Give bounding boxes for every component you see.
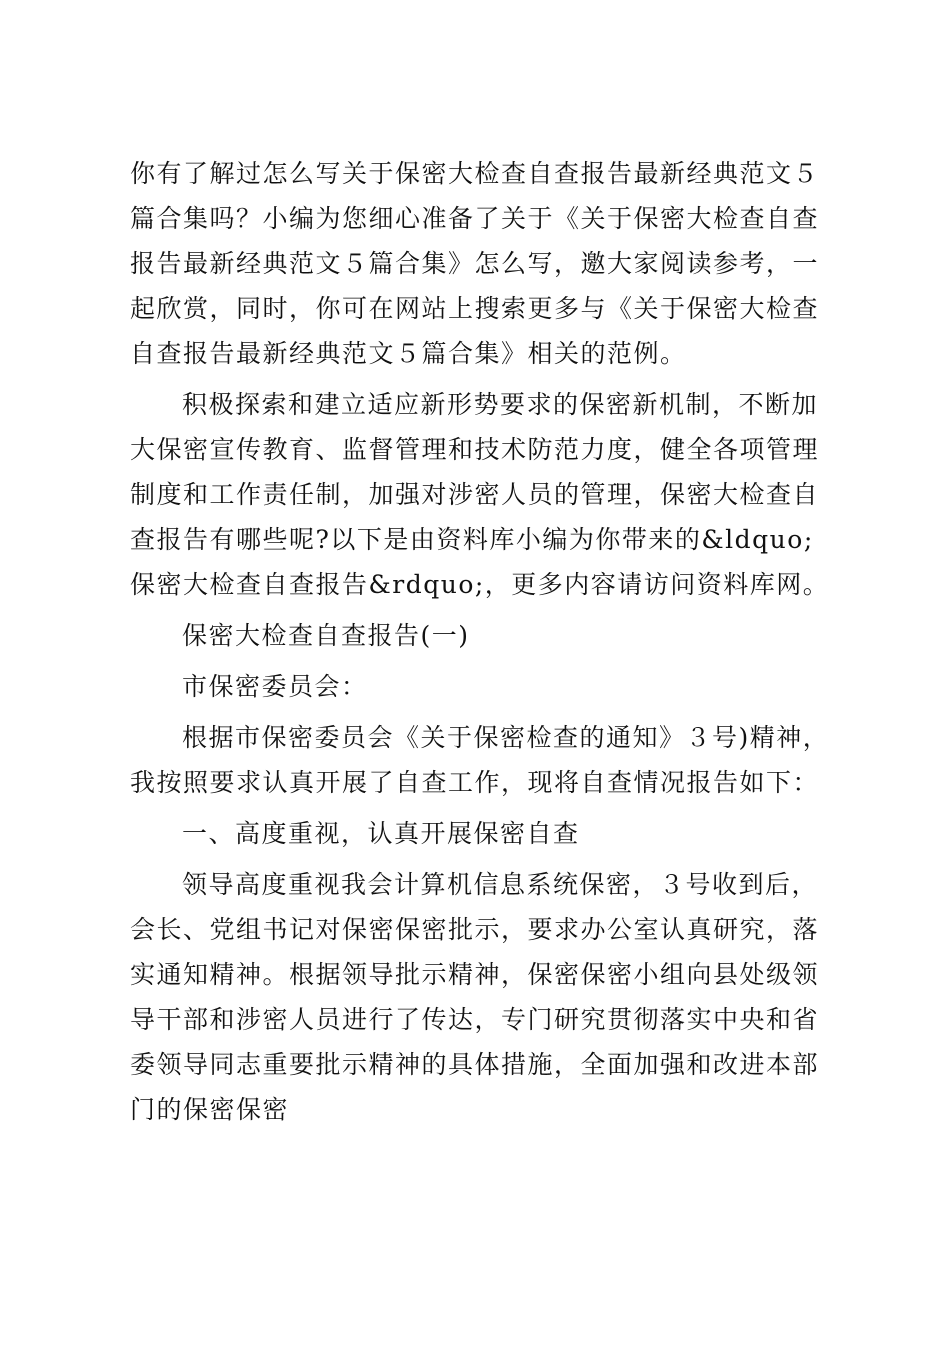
body-paragraph: 根据市保密委员会《关于保密检查的通知》３号)精神，我按照要求认真开展了自查工作，现将自查情况报告如下： (130, 723, 830, 797)
document-body (130, 151, 830, 1132)
intro-paragraph: 你有了解过怎么写关于保密大检查自查报告最新经典范文５篇合集吗？小编为您细心准备了关于《关于保密大检查自查报告最新经典范文５篇合集》怎么写，邀大家阅读参考，一起欣赏，同时，你可在网站上搜索更多与《关于保密大检查自查报告最新经典范文５篇合集》相关的范例。 (130, 159, 820, 368)
body-paragraph: 领导高度重视我会计算机信息系统保密，３号收到后，会长、党组书记对保密保密批示，要求办公室认真研究，落实通知精神。根据领导批示精神，保密保密小组向县处级领导干部和涉密人员进行了传达，专门研究贯彻落实中央和省委领导同志重要批示精神的具体措施，全面加强和改进本部门的保密保密 (130, 870, 820, 1124)
section-heading: 保密大检查自查报告(一) (182, 621, 470, 650)
subsection-heading: 一、高度重视，认真开展保密自查 (182, 819, 580, 848)
summary-paragraph: 积极探索和建立适应新形势要求的保密新机制，不断加大保密宣传教育、监督管理和技术防范力度，健全各项管理制度和工作责任制，加强对涉密人员的管理，保密大检查自查报告有哪些呢?以下是由资料库小编为你带来的&ldquo;保密大检查自查报告&rdquo;，更多内容请访问资料库网。 (130, 390, 830, 599)
salutation: 市保密委员会： (182, 672, 368, 701)
